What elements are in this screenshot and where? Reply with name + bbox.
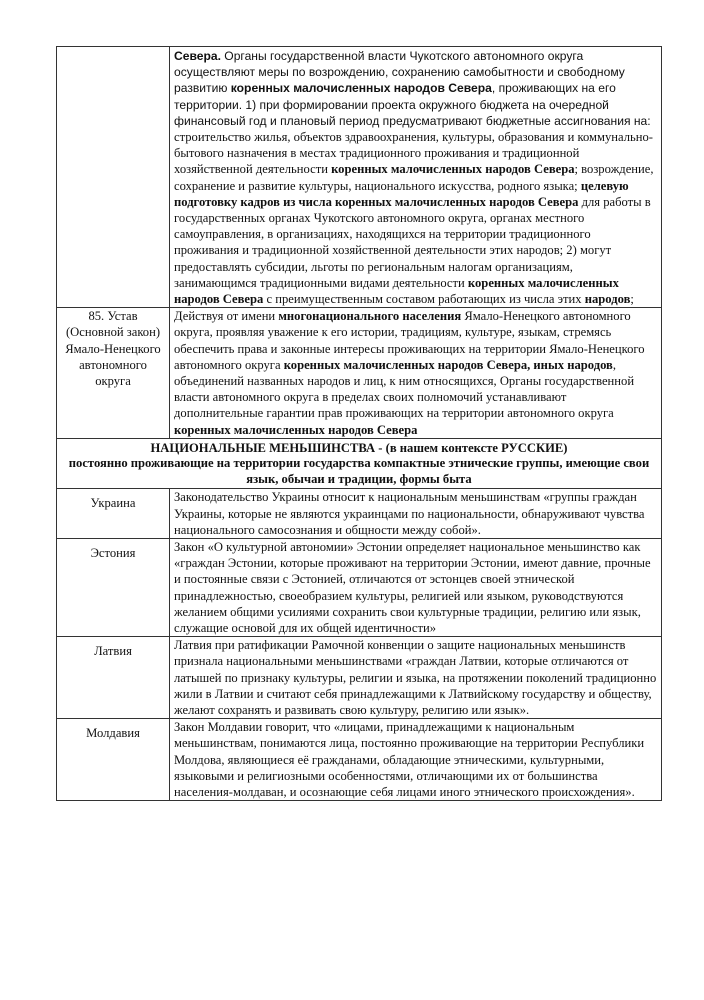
text-run: строительство жилья, объектов здравоохранения, культуры, образования и коммунально-бытового назначения в местах традиционного проживания и традиционной хозяйственной деятельности <box>174 130 653 177</box>
country-text-cell: Законодательство Украины относит к национальным меньшинствам «группы граждан Украины, которые не являются украинцами по национальности, обнаруживают чувства национального самосознания и общности между собой». <box>170 489 662 539</box>
sans-text-block <box>174 49 651 128</box>
legal-table <box>56 46 662 801</box>
text-run: для работы в государственных органах Чукотского автономного округа, органах местного самоуправления, в организациях, находящихся на территории традиционного проживания и традиционной хозяйственной деятельности этих народов; 2) могут предоставлять субсидии, льготы по региональным налогам организациям, занимающимся традиционными видами деятельности <box>174 194 651 290</box>
country-text-cell: Закон Молдавии говорит, что «лицами, принадлежащими к национальным меньшинствам, понимаются лица, постоянно проживающие на территории Республики Молдова, являющиеся её гражданами, обладающие этническими, культурными, языковыми и религиозными особенностями, отличающими их от большинства населения-молдаван, и осознающие себя лицами иного этнического происхождения». <box>170 719 662 801</box>
text-run: коренных малочисленных народов Севера <box>331 162 575 177</box>
text-run: коренных малочисленных народов Севера <box>174 275 619 307</box>
document-page <box>56 46 662 801</box>
text-run: многонационального населения <box>278 309 462 324</box>
section-header-row <box>57 438 662 489</box>
country-text-cell: Латвия при ратификации Рамочной конвенции о защите национальных меньшинств признала национальными меньшинствами «граждан Латвии, которые отличаются от латышей по признаку культуры, религии и языка, на протяжении поколений традиционно жили в Латвии и считают себя принадлежащими к Латвийскому государству и обществу, желают сохранять и развивать свою культуру, религию или язык». <box>170 637 662 719</box>
text-run: , проживающих на его территории. 1) при формировании проекта окружного бюджета на очередной финансовый год и плановый период предусматривают бюджетные ассигнования на: <box>174 81 651 128</box>
continuation-cell <box>170 47 662 308</box>
law-name-cell: 85. Устав (Основной закон) Ямало-Ненецкого автономного округа <box>57 308 170 439</box>
text-run: с преимущественным составом работающих из числа этих <box>263 292 585 307</box>
section-header <box>57 438 662 489</box>
text-run: Ямало-Ненецкого автономного округа, проявляя уважение к его истории, традициям, культуре, языкам, стремясь обеспечить права и законные интересы проживающих на территории Ямало-Ненецкого автономного округа <box>174 309 645 372</box>
country-cell <box>57 637 170 719</box>
text-run: коренных малочисленных народов Севера, иных народов <box>283 357 613 372</box>
text-run: Органы государственной власти Чукотского автономного округа осуществляют меры по возрождению, сохранению самобытности и свободному развитию <box>174 49 625 96</box>
country-name: Эстония <box>90 545 136 560</box>
country-name: Молдавия <box>86 726 140 741</box>
country-name: Украина <box>90 496 136 511</box>
country-name: Латвия <box>94 644 132 659</box>
table-row-country <box>57 489 662 539</box>
table-row-country <box>57 538 662 636</box>
text-run: ; <box>630 292 634 307</box>
section-subtitle: постоянно проживающие на территории государства компактные этнические группы, имеющие свои язык, обычаи и традиции, формы быта <box>68 456 650 486</box>
table-row-country <box>57 719 662 801</box>
text-run: народов <box>584 292 631 307</box>
country-text-cell: Закон «О культурной автономии» Эстонии определяет национальное меньшинство как «граждан Эстонии, которые проживают на территории Эстонии, имеют давние, прочные и постоянные связи с Эстонией, отличаются от эстонцев своей этнической принадлежностью, своеобразием культуры, религией или языком, руководствуются желанием общими усилиями сохранить свои культурные традиции, религию или язык, служащие основой для их общей идентичности» <box>170 538 662 636</box>
table-row-country <box>57 637 662 719</box>
text-run: , объединений названных народов и лиц, к ним относящихся, Органы государственной власти автономного округа в пределах своих полномочий устанавливают дополнительные гарантии прав проживающих на территории автономного округа <box>174 357 635 421</box>
text-run: Севера. <box>174 49 221 63</box>
table-row-continuation <box>57 47 662 308</box>
section-title: НАЦИОНАЛЬНЫЕ МЕНЬШИНСТВА - (в нашем контексте РУССКИЕ) <box>150 440 568 455</box>
country-cell <box>57 719 170 801</box>
text-run: целевую подготовку кадров из числа коренных малочисленных народов Севера <box>174 178 629 209</box>
text-run: ; возрождение, сохранение и развитие культуры, национального искусства, родного языка; <box>174 162 654 193</box>
text-run: коренных малочисленных народов Севера <box>174 422 418 437</box>
text-run: Действуя от имени <box>174 309 279 324</box>
country-cell <box>57 538 170 636</box>
law-text-cell <box>170 308 662 439</box>
table-row-85 <box>57 308 662 439</box>
empty-cell <box>57 47 170 308</box>
text-run: коренных малочисленных народов Севера <box>230 81 492 96</box>
country-cell <box>57 489 170 539</box>
